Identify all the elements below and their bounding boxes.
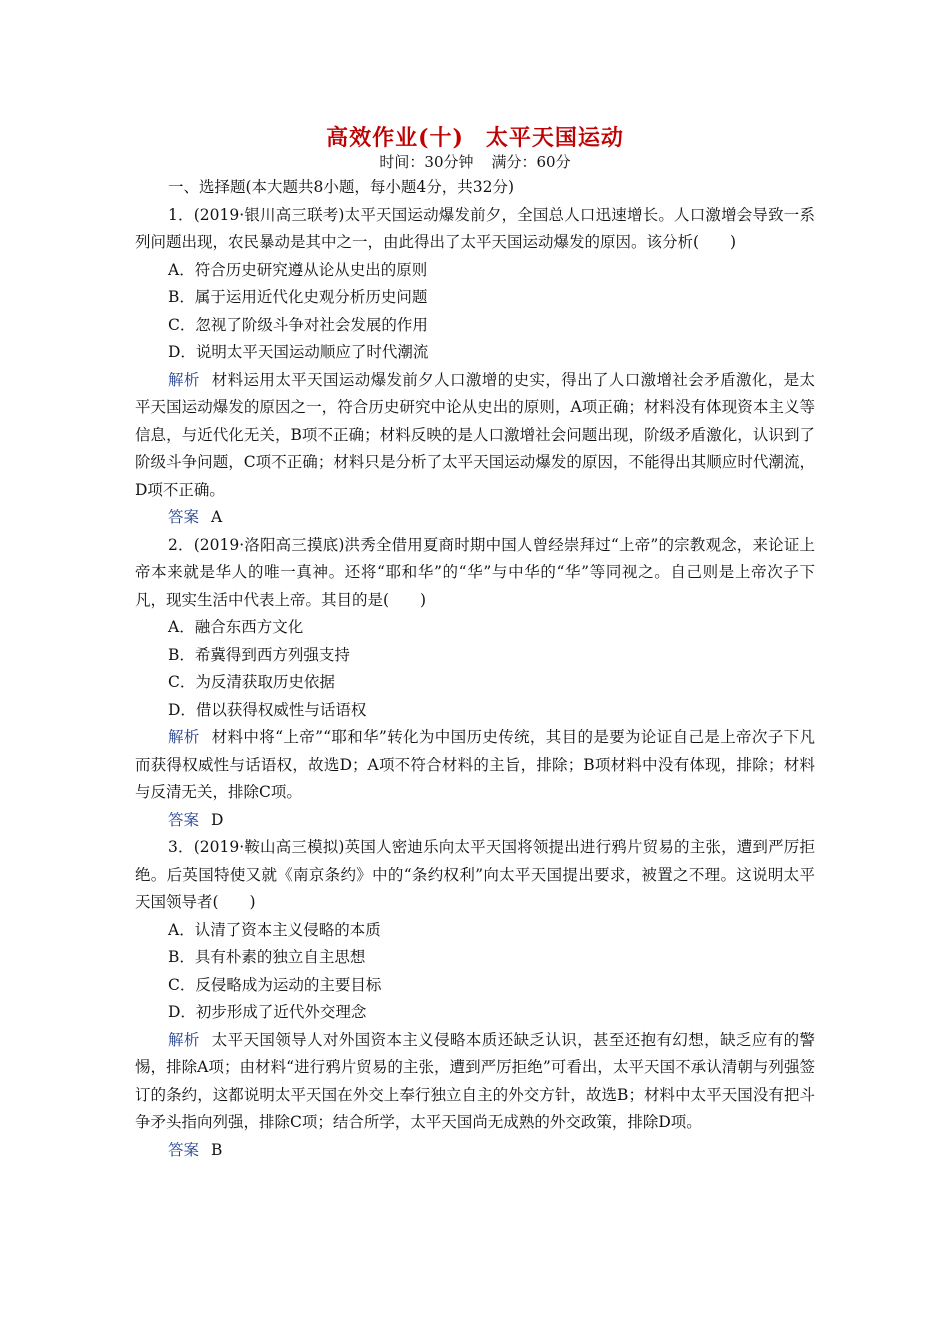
analysis-text: 太平天国领导人对外国资本主义侵略本质还缺乏认识，甚至还抱有幻想，缺乏应有的警惕，排除A项；由材料“进行鸦片贸易的主张，遭到严厉拒绝”可看出，太平天国不承认清朝与列强签订的条约，这都说明太平天国在外交上奉行独立自主的外交方针，故选B；材料中太平天国没有把斗争矛头指向列强，排除C项；结合所学，太平天国尚无成熟的外交政策，排除D项。 xyxy=(135,1030,815,1131)
question-stem: 1．(2019·银川高三联考)太平天国运动爆发前夕，全国总人口迅速增长。人口激增会导致一系列问题出现，农民暴动是其中之一，由此得出了太平天国运动爆发的原因。该分析( ) xyxy=(135,205,815,251)
title-series: 高效作业(十) xyxy=(326,125,464,151)
time-limit: 时间：30分钟 xyxy=(379,153,474,171)
answer-line xyxy=(135,1137,815,1165)
full-score: 满分：60分 xyxy=(491,153,571,171)
question-2 xyxy=(135,532,815,835)
title-topic: 太平天国运动 xyxy=(485,125,624,151)
option-a: A．符合历史研究遵从论从史出的原则 xyxy=(168,260,428,279)
option-d: D．借以获得权威性与话语权 xyxy=(168,700,367,719)
option-c: C．忽视了阶级斗争对社会发展的作用 xyxy=(168,315,428,334)
answer-label: 答案 xyxy=(168,508,200,526)
question-3 xyxy=(135,834,815,1164)
analysis-paragraph xyxy=(135,724,815,807)
option-c: C．为反清获取历史依据 xyxy=(168,673,335,691)
answer-line xyxy=(135,807,815,835)
analysis-label: 解析 xyxy=(168,1030,200,1049)
analysis-paragraph xyxy=(135,367,815,505)
answer-label: 答案 xyxy=(168,1140,200,1159)
answer-line xyxy=(135,504,815,532)
option-c: C．反侵略成为运动的主要目标 xyxy=(168,975,382,994)
page-title xyxy=(0,121,950,152)
document-body xyxy=(135,174,815,1164)
option-a: A．认清了资本主义侵略的本质 xyxy=(168,920,381,939)
analysis-label: 解析 xyxy=(168,728,200,746)
option-d: D．说明太平天国运动顺应了时代潮流 xyxy=(168,343,429,361)
question-1 xyxy=(135,202,815,532)
analysis-label: 解析 xyxy=(168,370,200,389)
analysis-text: 材料运用太平天国运动爆发前夕人口激增的史实，得出了人口激增社会矛盾激化，是太平天国运动爆发的原因之一，符合历史研究中论从史出的原则，A项正确；材料没有体现资本主义等信息，与近代化无关，B项不正确；材料反映的是人口激增社会问题出现，阶级矛盾激化，认识到了阶级斗争问题，C项不正确；材料只是分析了太平天国运动爆发的原因，不能得出其顺应时代潮流，D项不正确。 xyxy=(135,370,815,499)
analysis-paragraph xyxy=(135,1027,815,1137)
option-b: B．具有朴素的独立自主思想 xyxy=(168,948,366,966)
analysis-text: 材料中将“上帝”“耶和华”转化为中国历史传统，其目的是要为论证自己是上帝次子下凡而获得权威性与话语权，故选D；A项不符合材料的主旨，排除；B项材料中没有体现，排除；材料与反清无关，排除C项。 xyxy=(135,728,815,801)
question-stem: 2．(2019·洛阳高三摸底)洪秀全借用夏商时期中国人曾经崇拜过“上帝”的宗教观念，来论证上帝本来就是华人的唯一真神。还将“耶和华”的“华”与中华的“华”等同视之。自己则是上帝次子下凡，现实生活中代表上帝。其目的是( ) xyxy=(135,535,815,609)
answer-value: B xyxy=(211,1140,223,1159)
option-b: B．属于运用近代化史观分析历史问题 xyxy=(168,288,428,306)
option-b: B．希冀得到西方列强支持 xyxy=(168,645,350,664)
question-stem: 3．(2019·鞍山高三模拟)英国人密迪乐向太平天国将领提出进行鸦片贸易的主张，遭到严厉拒绝。后英国特使又就《南京条约》中的“条约权利”向太平天国提出要求，被置之不理。这说明太平天国领导者( ) xyxy=(135,838,815,911)
answer-value: D xyxy=(211,810,224,829)
exam-meta xyxy=(0,152,950,172)
section-heading: 一、选择题(本大题共8小题，每小题4分，共32分) xyxy=(168,178,515,196)
option-d: D．初步形成了近代外交理念 xyxy=(168,1003,367,1021)
option-a: A．融合东西方文化 xyxy=(168,618,304,636)
answer-value: A xyxy=(211,508,223,526)
answer-label: 答案 xyxy=(168,810,200,829)
